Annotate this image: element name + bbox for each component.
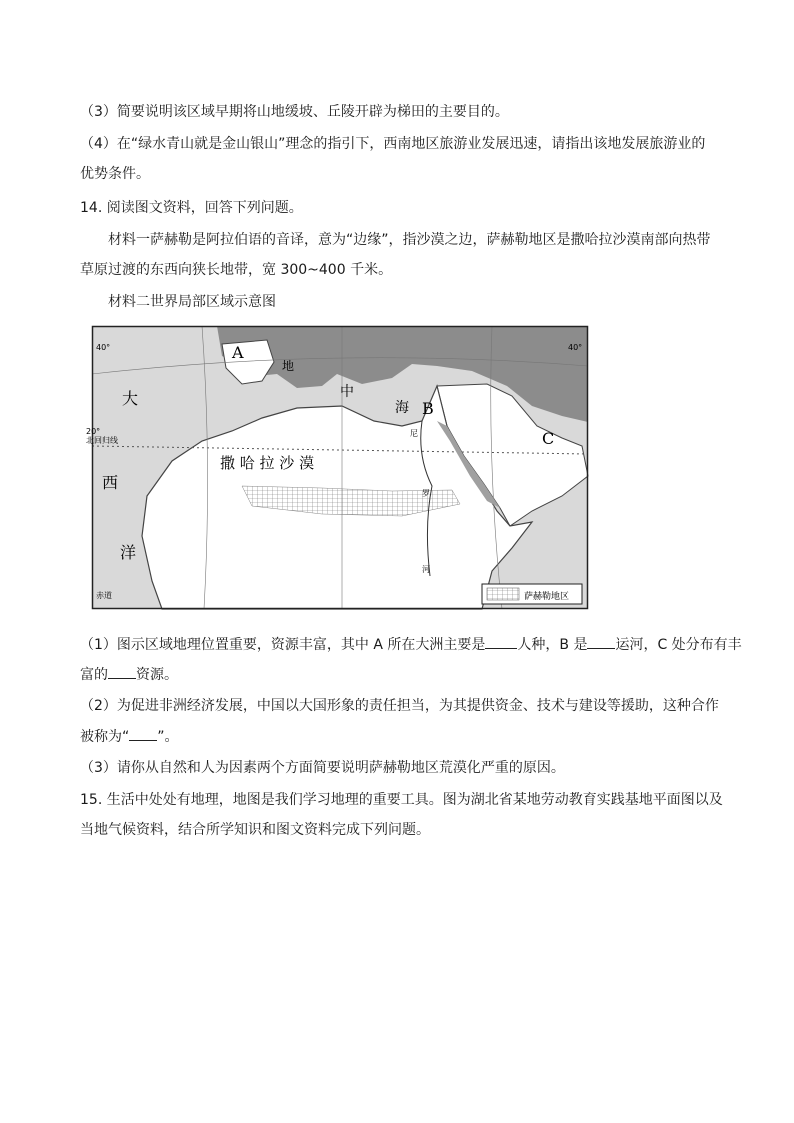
legend-label: 萨赫勒地区 <box>524 592 570 602</box>
map-nile-luo: 罗 <box>422 489 430 498</box>
map-lat-40-right: 40° <box>568 343 583 352</box>
q14-part1-text-c: 运河，C 处分布有丰 <box>615 637 742 653</box>
answer-blank-race[interactable] <box>485 634 517 649</box>
q13-part4-line1: （4）在“绿水青山就是金山银山”理念的指引下，西南地区旅游业发展迅速，请指出该地发展旅游业的 <box>80 136 706 152</box>
q14-part2-text-b: ”。 <box>157 729 179 745</box>
map-lat-40-left: 40° <box>96 343 111 352</box>
map-ocean-yang: 洋 <box>120 543 137 562</box>
map-label-C: C <box>542 429 555 448</box>
q13-part4-line2: 优势条件。 <box>80 166 150 182</box>
q14-part2-text-a: 被称为“ <box>80 729 130 745</box>
q14-part1-line1 <box>80 634 742 655</box>
map-nile-he: 河 <box>422 565 430 574</box>
map-sahara-label: 撒 哈 拉 沙 漠 <box>220 454 315 472</box>
answer-blank-canal[interactable] <box>587 634 615 649</box>
legend-swatch <box>487 588 519 600</box>
q15-line2: 当地气候资料，结合所学知识和图文资料完成下列问题。 <box>80 822 430 838</box>
map-sea-hai: 海 <box>395 400 409 416</box>
q14-material1-line1: 材料一萨赫勒是阿拉伯语的音译，意为“边缘”，指沙漠之边，萨赫勒地区是撒哈拉沙漠南部向热带 <box>108 232 711 248</box>
map-ocean-xi: 西 <box>102 473 119 492</box>
map-sea-di: 地 <box>282 359 295 373</box>
q14-part1-text-d: 富的 <box>80 667 108 683</box>
q14-stem: 14. 阅读图文资料，回答下列问题。 <box>80 200 303 216</box>
map-sea-zhong: 中 <box>340 384 354 400</box>
map-ocean-da: 大 <box>122 389 139 408</box>
q14-material2-title: 材料二世界局部区域示意图 <box>108 294 276 310</box>
map-nile-ni: 尼 <box>410 429 418 438</box>
q14-part2-line2 <box>80 726 179 747</box>
map-lat-20-left: 20° <box>86 427 101 436</box>
map-label-A: A <box>232 343 244 362</box>
q14-part1-line2 <box>80 664 178 685</box>
q13-part3: （3）简要说明该区域早期将山地缓坡、丘陵开辟为梯田的主要目的。 <box>80 104 509 120</box>
world-region-map <box>86 326 588 609</box>
answer-blank-cooperation[interactable] <box>129 726 157 741</box>
q14-part1-text-b: 人种，B 是 <box>517 637 588 653</box>
q14-material1-line2: 草原过渡的东西向狭长地带，宽 300~400 千米。 <box>80 262 393 278</box>
q14-part2-line1: （2）为促进非洲经济发展，中国以大国形象的责任担当，为其提供资金、技术与建设等援助，这种合作 <box>80 698 719 714</box>
q14-part1-text-e: 资源。 <box>136 667 178 683</box>
map-label-B: B <box>422 399 434 418</box>
map-tropic-label: 北回归线 <box>86 436 118 445</box>
q14-part3: （3）请你从自然和人为因素两个方面简要说明萨赫勒地区荒漠化严重的原因。 <box>80 760 565 776</box>
map-equator-label: 赤道 <box>96 591 112 600</box>
map-legend <box>482 584 582 604</box>
q15-line1: 15. 生活中处处有地理，地图是我们学习地理的重要工具。图为湖北省某地劳动教育实践基地平面图以及 <box>80 792 723 808</box>
q14-part1-text-a: （1）图示区域地理位置重要，资源丰富，其中 A 所在大洲主要是 <box>80 637 486 653</box>
answer-blank-resource[interactable] <box>108 664 136 679</box>
